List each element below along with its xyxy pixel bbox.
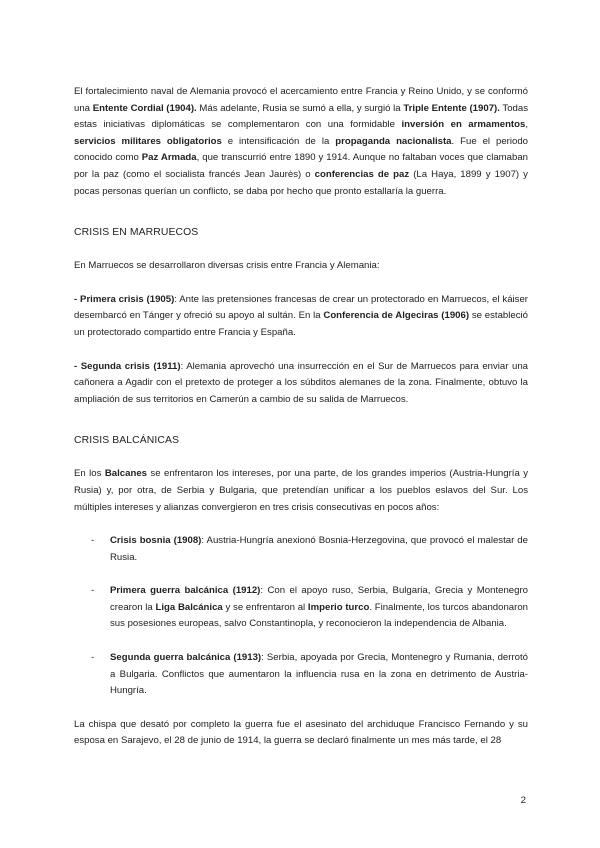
list-dash: - xyxy=(91,652,95,664)
section-title-marruecos: CRISIS EN MARRUECOS xyxy=(74,227,199,239)
list-dash: - xyxy=(91,585,95,597)
page-content xyxy=(74,84,528,750)
marruecos-intro: En Marruecos se desarrollaron diversas crisis entre Francia y Alemania: xyxy=(74,260,380,272)
bold-term: - Primera crisis (1905) xyxy=(74,293,175,305)
section-title-balcanicas: CRISIS BALCÁNICAS xyxy=(74,435,180,447)
bold-term: inversión en armamentos xyxy=(401,119,526,131)
bold-term: propaganda nacionalista xyxy=(335,135,452,147)
marruecos-primera-crisis: - Primera crisis (1905): Ante las pretensiones francesas de crear un protectorado en Marruecos, el káiser desembarcó en Tánger y ofreció su apoyo al sultán. En la Conferencia de Algeciras (1906) se estableció un protectorado compartido entre Francia y España. xyxy=(74,293,528,338)
bold-term: Liga Balcánica xyxy=(155,601,223,613)
list-item-crisis-bosnia xyxy=(74,533,528,566)
list-item-segunda-guerra xyxy=(74,650,528,700)
bold-term: Imperio turco xyxy=(307,601,370,613)
bold-term: - Segunda crisis (1911) xyxy=(74,360,181,372)
page-number: 2 xyxy=(520,795,526,806)
list-item-text: Primera guerra balcánica (1912): Con el apoyo ruso, Serbia, Bulgaria, Grecia y Montenegro crearon la Liga Balcánica y se enfrentaron al Imperio turco. Finalmente, los turcos abandonaron sus posesiones europeas, salvo Constantinopla, y reconocieron la independencia de Albania. xyxy=(110,585,529,630)
bold-term: Balcanes xyxy=(104,468,147,480)
balkan-crises-list xyxy=(74,533,528,700)
bold-term: Triple Entente (1907). xyxy=(403,102,500,114)
bold-term: Segunda guerra balcánica (1913) xyxy=(110,652,262,664)
bold-term: Crisis bosnia (1908) xyxy=(110,535,202,547)
bold-term: servicios militares obligatorios xyxy=(74,135,222,147)
list-dash: - xyxy=(91,535,95,547)
marruecos-segunda-crisis: - Segunda crisis (1911): Alemania aprovechó una insurrección en el Sur de Marruecos para enviar una cañonera a Agadir con el pretexto de proteger a los súbditos alemanes de la zona. Finalmente, obtuvo la ampliación de sus territorios en Camerún a cambio de su salida de Marruecos. xyxy=(74,360,528,405)
balcanicas-intro: En los Balcanes se enfrentaron los intereses, por una parte, de los grandes imperios (Austria-Hungría y Rusia) y, por otra, de Serbia y Bulgaria, que pretendían unificar a los pueblos eslavos del Sur. Los múltiples intereses y alianzas convergieron en tres crisis consecutivas en pocos años: xyxy=(74,468,528,513)
bold-term: conferencias de paz xyxy=(314,168,410,180)
closing-paragraph: La chispa que desató por completo la guerra fue el asesinato del archiduque Francisco Fernando y su esposa en Sarajevo, el 28 de junio de 1914, la guerra se declaró finalmente un mes más tarde, el 28 xyxy=(74,718,528,747)
list-item-text: Segunda guerra balcánica (1913): Serbia, apoyada por Grecia, Montenegro y Rumania, derrotó a Bulgaria. Conflictos que aumentaron la influencia rusa en la zona en detrimento de Austria-Hungría. xyxy=(110,652,528,697)
bold-term: Conferencia de Algeciras (1906) xyxy=(323,310,470,322)
bold-term: Primera guerra balcánica (1912) xyxy=(110,585,261,597)
intro-paragraph: El fortalecimiento naval de Alemania provocó el acercamiento entre Francia y Reino Unido, y se conformó una Entente Cordial (1904). Más adelante, Rusia se sumó a ella, y surgió la Triple Entente (1907). Todas estas iniciativas diplomáticas se complementaron con una formidable inversión en armamentos, servicios militares obligatorios e intensificación de la propaganda nacionalista. Fue el periodo conocido como Paz Armada, que transcurrió entre 1890 y 1914. Aunque no faltaban voces que clamaban por la paz (como el socialista francés Jean Jaurès) o conferencias de paz (La Haya, 1899 y 1907) y pocas personas querían un conflicto, se daba por hecho que pronto estallaría la guerra. xyxy=(74,86,529,197)
list-item-text: Crisis bosnia (1908): Austria-Hungría anexionó Bosnia-Herzegovina, que provocó el malestar de Rusia. xyxy=(110,535,528,563)
bold-term: Paz Armada xyxy=(141,152,197,164)
bold-term: Entente Cordial (1904). xyxy=(92,102,197,114)
list-item-primera-guerra xyxy=(74,583,528,633)
